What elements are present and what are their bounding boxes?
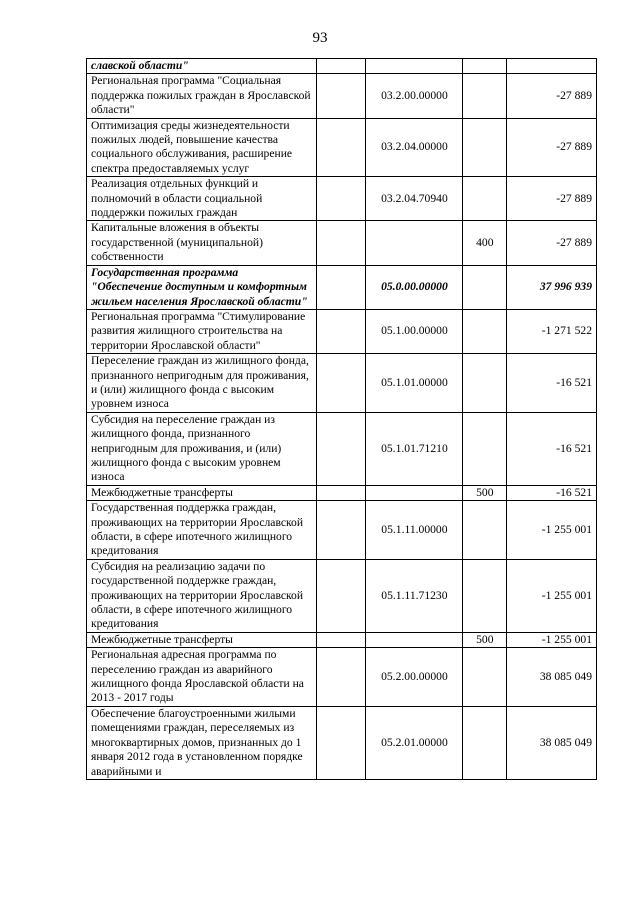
row-name: Государственная поддержка граждан, проживающих на территории Ярославской области, в сфере ипотечного жилищного кредитования [87,501,317,560]
row-name: Государственная программа "Обеспечение доступным и комфортным жильем населения Ярославской области" [87,265,317,309]
row-code [366,221,463,265]
row-code: 05.2.00.00000 [366,648,463,707]
row-name: Капитальные вложения в объекты государственной (муниципальной) собственности [87,221,317,265]
row-blank [316,221,366,265]
row-sum [507,59,597,74]
table-row [87,354,597,413]
row-name: Региональная адресная программа по переселению граждан из аварийного жилищного фонда Ярославской области на 2013 - 2017 годы [87,648,317,707]
row-blank [316,309,366,353]
row-blank [316,632,366,647]
row-type [463,412,507,485]
row-type [463,74,507,118]
row-name: славской области" [87,59,317,74]
row-name: Обеспечение благоустроенными жилыми помещениями граждан, переселяемых из многоквартирных домов, признанных до 1 января 2012 года в установленном порядке аварийными и [87,706,317,779]
row-sum: 37 996 939 [507,265,597,309]
row-name: Региональная программа "Стимулирование развития жилищного строительства на территории Ярославской области" [87,309,317,353]
row-name: Переселение граждан из жилищного фонда, признанного непригодным для проживания, и (или) жилищного фонда с высоким уровнем износа [87,354,317,413]
row-type: 400 [463,221,507,265]
row-name: Межбюджетные трансферты [87,485,317,500]
row-sum: -16 521 [507,485,597,500]
row-blank [316,412,366,485]
row-sum: -27 889 [507,74,597,118]
row-type [463,309,507,353]
row-type [463,648,507,707]
row-blank [316,265,366,309]
row-name: Оптимизация среды жизнедеятельности пожилых людей, повышение качества социального обслуживания, расширение спектра предоставляемых услуг [87,118,317,177]
row-name: Субсидия на реализацию задачи по государственной поддержке граждан, проживающих на территории Ярославской области, в сфере ипотечного жилищного кредитования [87,559,317,632]
table-row [87,412,597,485]
row-blank [316,354,366,413]
table-row [87,648,597,707]
row-code: 05.0.00.00000 [366,265,463,309]
table-row [87,485,597,500]
row-sum: -1 255 001 [507,501,597,560]
table-row [87,59,597,74]
row-blank [316,485,366,500]
row-sum: -27 889 [507,221,597,265]
table-row [87,177,597,221]
row-type [463,354,507,413]
table-row [87,118,597,177]
row-code: 03.2.04.70940 [366,177,463,221]
row-sum: -1 255 001 [507,559,597,632]
row-blank [316,59,366,74]
table-row [87,501,597,560]
row-code [366,632,463,647]
row-blank [316,118,366,177]
row-blank [316,177,366,221]
row-code: 05.1.11.71230 [366,559,463,632]
table-row [87,74,597,118]
table-row [87,559,597,632]
row-sum: 38 085 049 [507,648,597,707]
row-name: Региональная программа "Социальная поддержка пожилых граждан в Ярославской области" [87,74,317,118]
row-type: 500 [463,632,507,647]
row-type [463,501,507,560]
row-name: Межбюджетные трансферты [87,632,317,647]
row-sum: -27 889 [507,118,597,177]
row-sum: -27 889 [507,177,597,221]
row-blank [316,559,366,632]
row-name: Реализация отдельных функций и полномочий в области социальной поддержки пожилых граждан [87,177,317,221]
table-row [87,706,597,779]
table-row [87,221,597,265]
page-number: 93 [312,30,328,46]
row-code: 05.1.01.71210 [366,412,463,485]
row-code: 03.2.00.00000 [366,74,463,118]
row-code: 05.1.00.00000 [366,309,463,353]
row-type [463,559,507,632]
row-sum: 38 085 049 [507,706,597,779]
row-code: 05.2.01.00000 [366,706,463,779]
row-code [366,485,463,500]
row-code [366,59,463,74]
row-type [463,706,507,779]
row-code: 05.1.11.00000 [366,501,463,560]
row-code: 05.1.01.00000 [366,354,463,413]
row-blank [316,648,366,707]
row-sum: -16 521 [507,412,597,485]
row-code: 03.2.04.00000 [366,118,463,177]
row-sum: -1 255 001 [507,632,597,647]
table-row [87,632,597,647]
table-row [87,309,597,353]
row-name: Субсидия на переселение граждан из жилищного фонда, признанного непригодным для проживания, и (или) жилищного фонда с высоким уровнем износа [87,412,317,485]
row-blank [316,74,366,118]
row-sum: -1 271 522 [507,309,597,353]
budget-table-body [87,59,597,780]
row-sum: -16 521 [507,354,597,413]
budget-table [86,58,597,780]
row-blank [316,706,366,779]
row-type [463,265,507,309]
row-type [463,177,507,221]
table-row [87,265,597,309]
row-type: 500 [463,485,507,500]
row-blank [316,501,366,560]
row-type [463,118,507,177]
row-type [463,59,507,74]
